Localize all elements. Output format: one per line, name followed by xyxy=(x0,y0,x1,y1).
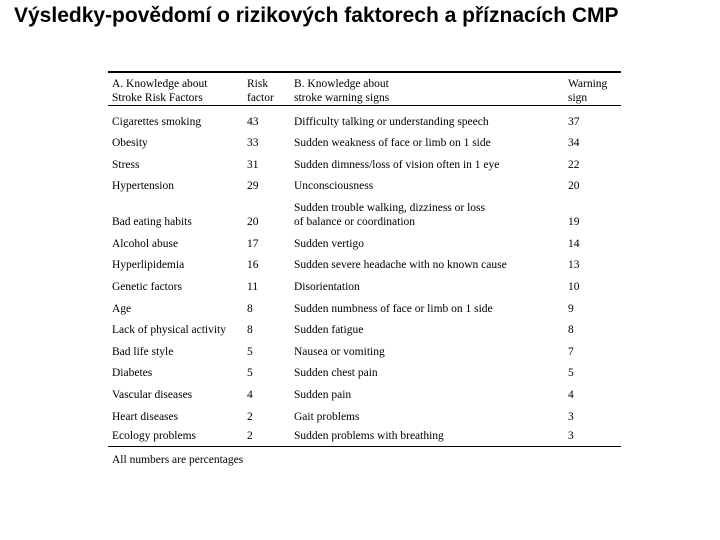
header-line: Stroke Risk Factors xyxy=(112,92,203,104)
risk-factor-cell: Diabetes xyxy=(112,367,153,380)
table-row xyxy=(108,173,621,195)
warning-value-cell: 19 xyxy=(568,216,580,229)
table-row xyxy=(108,106,621,130)
table-row xyxy=(108,194,621,230)
risk-value-cell: 43 xyxy=(247,115,259,128)
risk-value-cell: 5 xyxy=(247,345,253,358)
risk-factor-cell: Obesity xyxy=(112,137,148,150)
risk-factor-cell: Ecology problems xyxy=(112,429,196,442)
table-row xyxy=(108,338,621,360)
warning-sign-cell: Sudden pain xyxy=(294,389,352,402)
risk-factor-cell: Cigarettes smoking xyxy=(112,115,202,128)
risk-value-cell: 5 xyxy=(247,367,253,380)
risk-value-cell: 16 xyxy=(247,259,259,272)
warning-sign-cell: Sudden weakness of face or limb on 1 side xyxy=(294,137,491,150)
warning-value-cell: 9 xyxy=(568,302,574,315)
slide-title: Výsledky-povědomí o rizikových faktorech a příznacích CMP xyxy=(14,4,619,27)
table-footnote: All numbers are percentages xyxy=(112,453,244,466)
risk-value-cell: 8 xyxy=(247,324,253,337)
header-warning-value xyxy=(564,72,621,106)
warning-sign-cell xyxy=(290,194,564,230)
header-line: Warning xyxy=(568,78,608,90)
header-risk-value xyxy=(243,72,290,106)
risk-factor-cell: Heart diseases xyxy=(112,410,179,423)
warning-value-cell: 13 xyxy=(568,259,580,272)
warning-sign-cell: Difficulty talking or understanding speech xyxy=(294,115,489,128)
header-line: B. Knowledge about xyxy=(294,78,389,90)
risk-factor-cell: Hypertension xyxy=(112,180,174,193)
stroke-knowledge-table xyxy=(108,71,621,447)
warning-sign-cell: Sudden problems with breathing xyxy=(294,429,444,442)
risk-factor-cell: Lack of physical activity xyxy=(112,324,227,337)
risk-value-cell: 11 xyxy=(247,281,259,294)
warning-value-cell: 37 xyxy=(568,115,580,128)
header-line: stroke warning signs xyxy=(294,92,390,104)
warning-sign-cell: Gait problems xyxy=(294,410,360,423)
table-row xyxy=(108,151,621,173)
risk-value-cell: 4 xyxy=(247,389,253,402)
risk-factor-cell: Bad life style xyxy=(112,345,174,358)
table-row xyxy=(108,295,621,317)
warning-value-cell: 4 xyxy=(568,389,574,402)
warning-sign-cell: Sudden vertigo xyxy=(294,237,364,250)
risk-value-cell: 20 xyxy=(247,216,259,229)
warning-value-cell: 8 xyxy=(568,324,574,337)
warning-value-cell: 3 xyxy=(568,410,574,423)
table-row xyxy=(108,360,621,382)
risk-factor-cell: Stress xyxy=(112,158,140,171)
header-line: factor xyxy=(247,92,274,104)
table-row xyxy=(108,130,621,152)
risk-value-cell: 17 xyxy=(247,237,259,250)
warning-value-cell: 10 xyxy=(568,281,580,294)
risk-factor-cell: Genetic factors xyxy=(112,281,182,294)
header-line: Risk xyxy=(247,78,269,90)
warning-value-cell: 3 xyxy=(568,429,574,442)
risk-value-cell: 8 xyxy=(247,302,253,315)
risk-value-cell: 2 xyxy=(247,429,253,442)
warning-value-cell: 20 xyxy=(568,180,580,193)
header-risk-factors xyxy=(108,72,243,106)
risk-factor-cell: Alcohol abuse xyxy=(112,237,179,250)
header-line: A. Knowledge about xyxy=(112,78,208,90)
warning-value-cell: 34 xyxy=(568,137,580,150)
warning-value-cell: 22 xyxy=(568,158,580,171)
header-warning-signs xyxy=(290,72,564,106)
table-row xyxy=(108,252,621,274)
risk-factor-cell: Hyperlipidemia xyxy=(112,259,185,272)
table-row xyxy=(108,403,621,425)
table-row xyxy=(108,230,621,252)
risk-factor-cell: Age xyxy=(112,302,132,315)
warning-sign-cell: Sudden dimness/loss of vision often in 1 eye xyxy=(294,158,500,171)
risk-value-cell: 33 xyxy=(247,137,259,150)
table-row xyxy=(108,273,621,295)
warning-sign-cell: Sudden fatigue xyxy=(294,324,364,337)
table-container xyxy=(108,71,621,466)
table-row xyxy=(108,381,621,403)
warning-sign-line: Sudden trouble walking, dizziness or loss xyxy=(294,202,486,215)
risk-value-cell: 31 xyxy=(247,158,259,171)
risk-factor-cell: Vascular diseases xyxy=(112,389,193,402)
warning-sign-cell: Nausea or vomiting xyxy=(294,345,385,358)
warning-sign-cell: Sudden numbness of face or limb on 1 side xyxy=(294,302,493,315)
risk-factor-cell: Bad eating habits xyxy=(112,216,192,229)
warning-sign-cell: Disorientation xyxy=(294,281,360,294)
warning-value-cell: 5 xyxy=(568,367,574,380)
warning-sign-cell: Sudden severe headache with no known cause xyxy=(294,259,507,272)
warning-sign-line: of balance or coordination xyxy=(294,216,416,229)
warning-sign-cell: Unconsciousness xyxy=(294,180,374,193)
risk-value-cell: 29 xyxy=(247,180,259,193)
table-row xyxy=(108,425,621,447)
warning-value-cell: 14 xyxy=(568,237,580,250)
warning-sign-cell: Sudden chest pain xyxy=(294,367,378,380)
table-row xyxy=(108,317,621,339)
risk-value-cell: 2 xyxy=(247,410,253,423)
warning-value-cell: 7 xyxy=(568,345,574,358)
header-line: sign xyxy=(568,92,588,104)
header-row xyxy=(108,72,621,106)
